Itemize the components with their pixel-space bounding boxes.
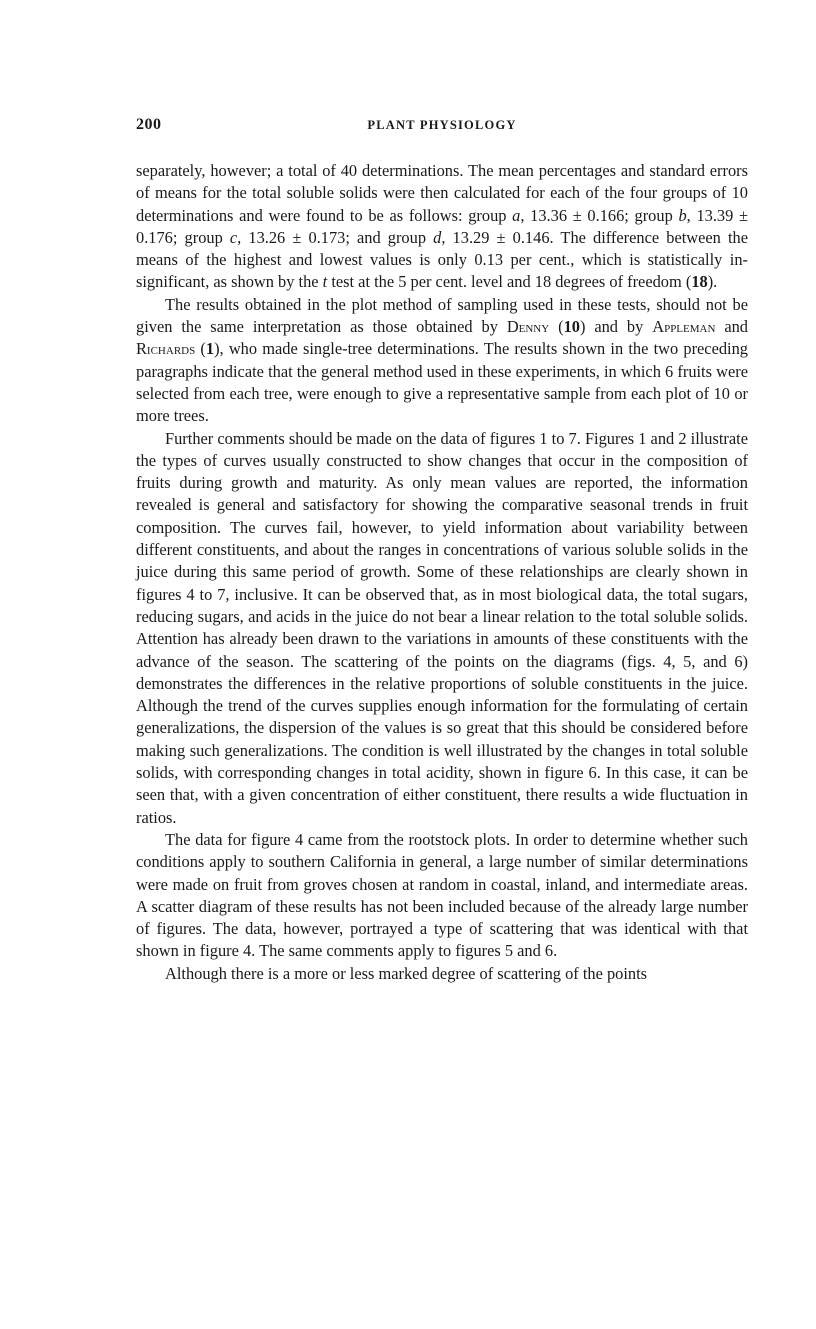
paragraph-5 — [136, 963, 748, 985]
text-segment: b — [678, 205, 687, 225]
text-segment: Further comments should be made on the data of figures 1 to 7. Figures 1 and 2 illustrate the types of curves usually constructed to show changes that occur in the composition of fruits during growth and maturity. As only mean values are reported, the information revealed is general and satisfactory for showing the comparative seasonal trends in fruit composition. The curves fail, however, to yield information about variability between different constituents, and about the ranges in concentrations of various soluble solids in the juice during this same period of growth. Some of these relationships are clearly shown in figures 4 to 7, inclusive. It can be observed that, as in most biological data, the total sugars, reducing sugars, and acids in the juice do not bear a linear relation to the total soluble solids. Attention has already been drawn to the variations in amounts of these constituents with the advance of the season. The scattering of the points on the diagrams (figs. 4, 5, and 6) demonstrates the differences in the relative proportions of soluble constituents in the juice. Although the trend of the curves supplies enough information for the formulating of certain generalizations, the dispersion of the values is so great that this should be considered before making such generalizations. The condition is well illustrated by the changes in total soluble solids, with corresponding changes in total acidity, shown in figure 6. In this case, it can be seen that, with a given concentration of either constituent, there results a wide fluctuation in ratios. — [136, 428, 748, 827]
text-segment: ) and by — [579, 317, 653, 337]
paragraph-1 — [136, 160, 748, 294]
page-number: 200 — [136, 116, 162, 133]
text-segment: c — [229, 227, 238, 247]
text-segment: The data for figure 4 came from the rootstock plots. In order to determine whether such conditions apply to southern California in general, a large number of similar determinations were made on fruit from groves chosen at random in coastal, inland, and intermediate areas. A scatter diagram of these results has not been included because of the already large number of figures. The data, however, portrayed a type of scattering that was identical with that shown in figure 4. The same comments apply to figures 5 and 6. — [136, 829, 748, 961]
running-head: PLANT PHYSIOLOGY — [367, 118, 517, 132]
body-text — [136, 160, 748, 985]
text-segment: , 13.36 ± 0.166; group — [520, 205, 679, 225]
text-segment: Appleman — [652, 317, 716, 337]
text-segment: ). — [707, 272, 718, 292]
page — [136, 116, 748, 985]
text-segment: The results obtained in the plot method of sampling used in these tests, should not be given the same interpretation as those obtained by — [136, 294, 748, 337]
text-segment: ( — [549, 317, 564, 337]
page-header — [136, 116, 748, 144]
text-segment: Denny — [506, 317, 550, 337]
text-segment: and — [715, 317, 749, 337]
paragraph-3 — [136, 428, 748, 829]
text-segment: t — [322, 272, 328, 292]
paragraph-4 — [136, 829, 748, 963]
text-segment: a — [512, 205, 521, 225]
paragraph-2 — [136, 294, 748, 428]
text-segment: ( — [195, 339, 206, 359]
text-segment: d — [433, 227, 442, 247]
text-segment: separately, however; a total of 40 determinations. The mean percentages and standard errors of means for the total soluble solids were then calculated for each of the four groups of 10 determinations and were found to be as follows: group — [136, 161, 748, 225]
text-segment: 1 — [205, 339, 215, 359]
text-segment: 10 — [563, 317, 580, 337]
text-segment: 18 — [691, 272, 708, 292]
text-segment: Richards — [136, 339, 196, 359]
text-segment: ), who made single-tree determinations. The results shown in the two preceding paragraphs indicate that the general method used in these experiments, in which 6 fruits were selected from each tree, were enough to give a representative sample from each plot of 10 or more trees. — [136, 339, 748, 426]
text-segment: , 13.39 ± 0.176; group — [136, 205, 748, 247]
text-segment: Although there is a more or less marked degree of scattering of the points — [165, 963, 648, 983]
text-segment: , 13.26 ± 0.173; and group — [237, 227, 434, 247]
text-segment: , 13.29 ± 0.146. The difference between the means of the highest and lowest values is only 0.13 per cent., which is statistically insignificant, as shown by the — [136, 227, 748, 292]
text-segment: test at the 5 per cent. level and 18 degrees of freedom ( — [327, 272, 692, 292]
